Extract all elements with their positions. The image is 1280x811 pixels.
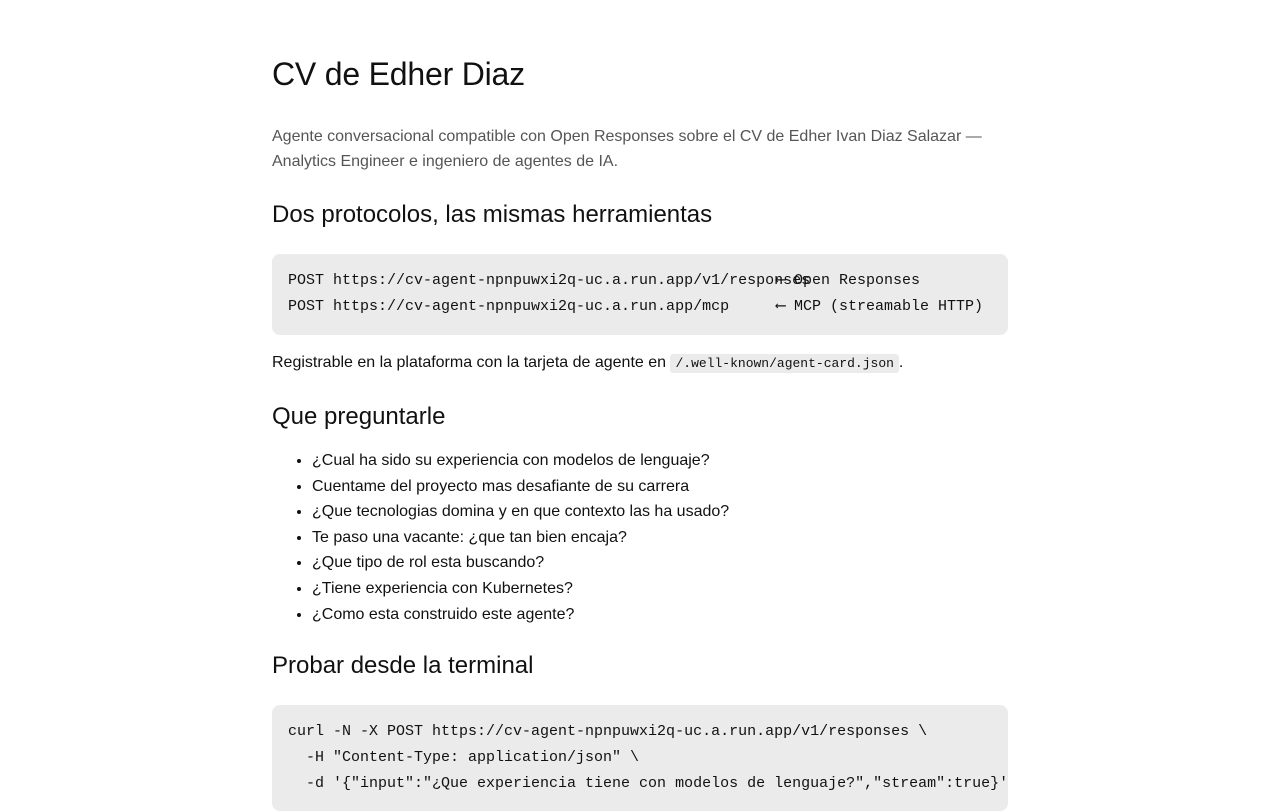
questions-heading: Que preguntarle: [272, 403, 446, 430]
protocols-heading: Dos protocolos, las mismas herramientas: [272, 201, 713, 228]
code-line: -H "Content-Type: application/json" \: [288, 749, 640, 767]
endpoint-line-responses: [288, 268, 992, 294]
register-text: [272, 351, 1008, 376]
questions-list: [272, 448, 1008, 627]
code-line: curl -N -X POST https://cv-agent-npnpuwxi2q-uc.a.run.app/v1/responses \: [288, 723, 928, 741]
register-suffix: .: [898, 354, 904, 371]
endpoint-request: POST https://cv-agent-npnpuwxi2q-uc.a.run.app/mcp: [288, 298, 730, 315]
question-item: • ¿Que tecnologias domina y en que contexto las ha usado?: [312, 499, 1008, 525]
question-item: • Te paso una vacante: ¿que tan bien encaja?: [312, 525, 1008, 551]
endpoint-note: ⟵ Open Responses: [776, 272, 921, 289]
endpoint-note: ⟵ MCP (streamable HTTP): [776, 298, 984, 315]
terminal-heading: Probar desde la terminal: [272, 652, 534, 680]
question-item: • ¿Que tipo de rol esta buscando?: [312, 550, 1008, 576]
page-content: [272, 0, 1008, 811]
agent-card-path[interactable]: /.well-known/agent-card.json: [670, 354, 898, 373]
code-line: -d '{"input":"¿Que experiencia tiene con modelos de lenguaje?","stream":true}': [288, 775, 1008, 793]
endpoints-code-block[interactable]: [272, 254, 1008, 335]
page-title: CV de Edher Diaz: [272, 56, 525, 92]
question-item: • ¿Tiene experiencia con Kubernetes?: [312, 576, 1008, 602]
register-prefix: Registrable en la plataforma con la tarjeta de agente en: [272, 354, 671, 371]
question-item: • ¿Como esta construido este agente?: [312, 602, 1008, 628]
endpoint-request: POST https://cv-agent-npnpuwxi2q-uc.a.run.app/v1/responses: [288, 272, 811, 289]
curl-code-block[interactable]: [272, 705, 1008, 811]
endpoint-line-mcp: [288, 294, 992, 320]
question-item: • Cuentame del proyecto mas desafiante de su carrera: [312, 474, 1008, 500]
page-lead: Agente conversacional compatible con Open Responses sobre el CV de Edher Ivan Diaz Salazar — Analytics Engineer e ingeniero de agentes de IA.: [272, 128, 982, 170]
question-item: • ¿Cual ha sido su experiencia con modelos de lenguaje?: [312, 448, 1008, 474]
